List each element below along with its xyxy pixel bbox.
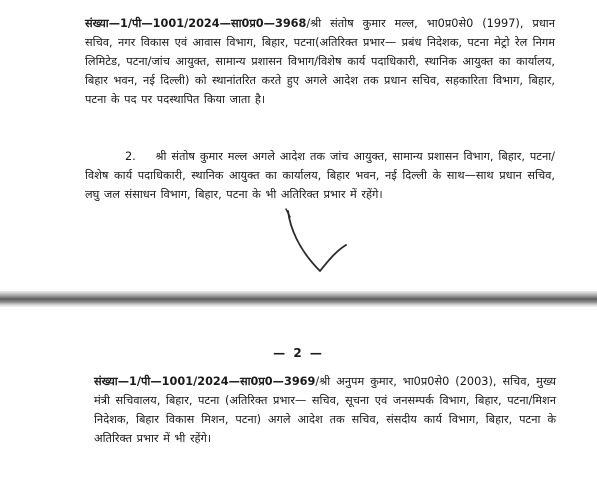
order-text: /श्री अनुपम कुमार, भा0प्र0से0 (2003), सचिव, मुख्य मंत्री सचिवालय, बिहार, पटना (अतिरिक्त प्रभार— सचिव, सूचना एवं जनसम्पर्क विभाग, बिहार, पटना/मिशन निदेशक, बिहार विकास मिशन, पटना) अगले आदेश तक सचिव, संसदीय कार्य विभाग, बिहार, पटना के अतिरिक्त प्रभार में भी रहेंगे। bbox=[94, 375, 556, 445]
paragraph-number: 2. bbox=[125, 150, 136, 163]
page-separator bbox=[0, 291, 597, 307]
order-text: /श्री संतोष कुमार मल्ल, भा0प्र0से0 (1997), प्रधान सचिव, नगर विकास एवं आवास विभाग, बिहार, पटना(अतिरिक्त प्रभार— प्रबंध निदेशक, पटना मेट्रो रेल निगम लिमिटेड, पटना/जांच आयुक्त, सामान्य प्रशासन विभाग/विशेष कार्य पदाधिकारी, स्थानिक आयुक्त का कार्यालय, बिहार भवन, नई दिल्ली) को स्थानांतरित करते हुए अगले आदेश तक प्रधान सचिव, सहकारिता विभाग, बिहार, पटना के पद पर पदस्थापित किया जाता है। bbox=[85, 17, 555, 106]
order-reference-number: संख्या—1/पी—1001/2024—सा0प्र0—3969 bbox=[94, 375, 316, 388]
order-reference-number: संख्या—1/पी—1001/2024—सा0प्र0—3968 bbox=[85, 17, 307, 30]
pen-stroke-mark bbox=[276, 205, 356, 280]
order-text: श्री संतोष कुमार मल्ल अगले आदेश तक जांच आयुक्त, सामान्य प्रशासन विभाग, बिहार, पटना/ विशेष कार्य पदाधिकारी, स्थानिक आयुक्त का कार्यालय, बिहार भवन, नई दिल्ली के साथ—साथ प्रधान सचिव, लघु जल संसाधन विभाग, बिहार, पटना के भी अतिरिक्त प्रभार में रहेंगे। bbox=[85, 150, 555, 201]
order-paragraph-2 bbox=[85, 147, 555, 204]
order-paragraph-3969 bbox=[94, 372, 556, 448]
page-number: — 2 — bbox=[273, 346, 324, 360]
order-paragraph-3968 bbox=[85, 14, 555, 109]
